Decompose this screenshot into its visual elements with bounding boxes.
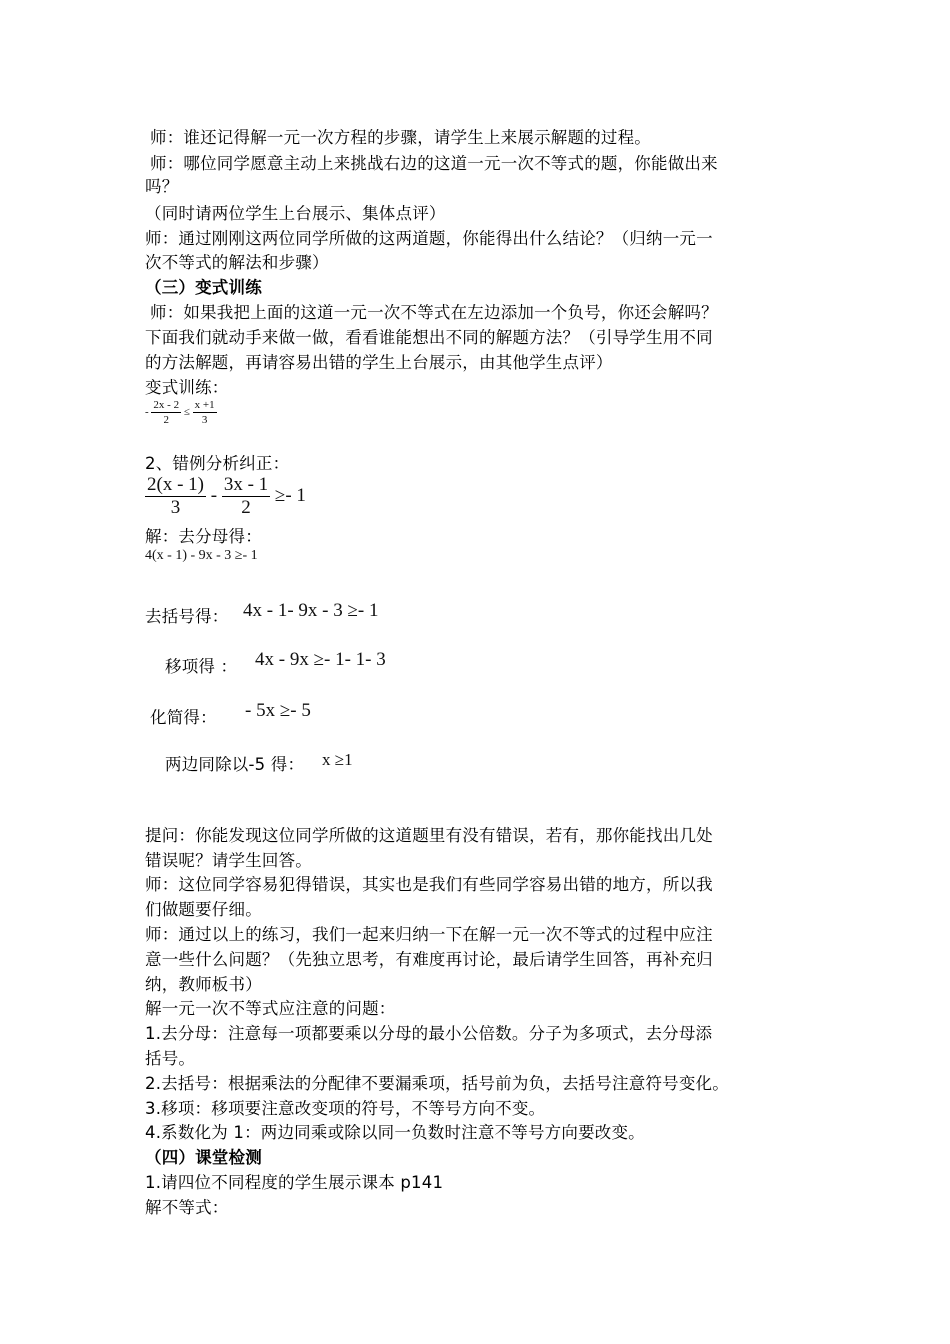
paragraph-line: （同时请两位学生上台展示、集体点评） [145, 204, 446, 223]
paragraph-line: 错误呢？请学生回答。 [145, 851, 312, 870]
paragraph-line: 纳，教师板书） [145, 975, 262, 994]
list-item-continued: 括号。 [145, 1049, 196, 1068]
paragraph-line: 解不等式： [145, 1198, 229, 1217]
paragraph-line: 2、错例分析纠正： [145, 454, 290, 473]
section-heading-3: （三）变式训练 [145, 278, 262, 297]
list-item: 4.系数化为 1：两边同乘或除以同一负数时注意不等号方向要改变。 [145, 1123, 645, 1142]
paragraph-line: 意一些什么问题？（先独立思考，有难度再讨论，最后请学生回答，再补充归 [145, 950, 713, 969]
error-example-inequality: $\frac{2(x - 1)}{3}$ - $\frac{3x - 1}{2}$ ≥- 1 [147, 474, 306, 518]
variant-inequality: - $\frac{2x - 2}{2}$ ≤ $\frac{x +1}{3}$ [145, 399, 215, 426]
denominator-cleared-expr: 4(x - 1) - 9x - 3 ≥- 1 [145, 548, 258, 563]
paragraph-line: 吗？ [145, 177, 179, 196]
paragraph-line: 们做题要仔细。 [145, 900, 262, 919]
step3-expr: - 5x ≥- 5 [245, 700, 311, 721]
step2-expr: 4x - 9x ≥- 1- 1- 3 [255, 649, 386, 670]
paragraph-line: 次不等式的解法和步骤） [145, 253, 329, 272]
paragraph-line: 师：哪位同学愿意主动上来挑战右边的这道一元一次不等式的题，你能做出来 [150, 154, 718, 173]
step-label: 化简得： [150, 708, 217, 727]
paragraph-line: 1.请四位不同程度的学生展示课本 p141 [145, 1173, 444, 1192]
step4-expr: x ≥1 [322, 750, 353, 769]
paragraph-line: 解一元一次不等式应注意的问题： [145, 999, 396, 1018]
section-heading-4: （四）课堂检测 [145, 1148, 262, 1167]
list-item: 3.移项：移项要注意改变项的符号，不等号方向不变。 [145, 1099, 546, 1118]
paragraph-line: 变式训练： [145, 378, 229, 397]
paragraph-line: 师：通过刚刚这两位同学所做的这两道题，你能得出什么结论？（归纳一元一 [145, 229, 713, 248]
list-item: 2.去括号：根据乘法的分配律不要漏乘项，括号前为负，去括号注意符号变化。 [145, 1074, 729, 1093]
paragraph-line: 下面我们就动手来做一做，看看谁能想出不同的解题方法？（引导学生用不同 [145, 328, 713, 347]
step-label: 两边同除以-5 得： [165, 755, 305, 774]
paragraph-line: 师：如果我把上面的这道一元一次不等式在左边添加一个负号，你还会解吗？ [150, 303, 718, 322]
paragraph-line: 师：这位同学容易犯得错误，其实也是我们有些同学容易出错的地方，所以我 [145, 875, 713, 894]
list-item: 1.去分母：注意每一项都要乘以分母的最小公倍数。分子为多项式，去分母添 [145, 1024, 713, 1043]
paragraph-line: 师：谁还记得解一元一次方程的步骤，请学生上来展示解题的过程。 [150, 128, 651, 147]
paragraph-line: 师：通过以上的练习，我们一起来归纳一下在解一元一次不等式的过程中应注 [145, 925, 713, 944]
paragraph-line: 的方法解题，再请容易出错的学生上台展示，由其他学生点评） [145, 353, 613, 372]
step1-expr: 4x - 1- 9x - 3 ≥- 1 [243, 600, 379, 621]
step-label: 去括号得： [145, 607, 229, 626]
paragraph-line: 提问：你能发现这位同学所做的这道题里有没有错误，若有，那你能找出几处 [145, 826, 713, 845]
paragraph-line: 解：去分母得： [145, 527, 262, 546]
step-label: 移项得 ： [165, 657, 238, 676]
